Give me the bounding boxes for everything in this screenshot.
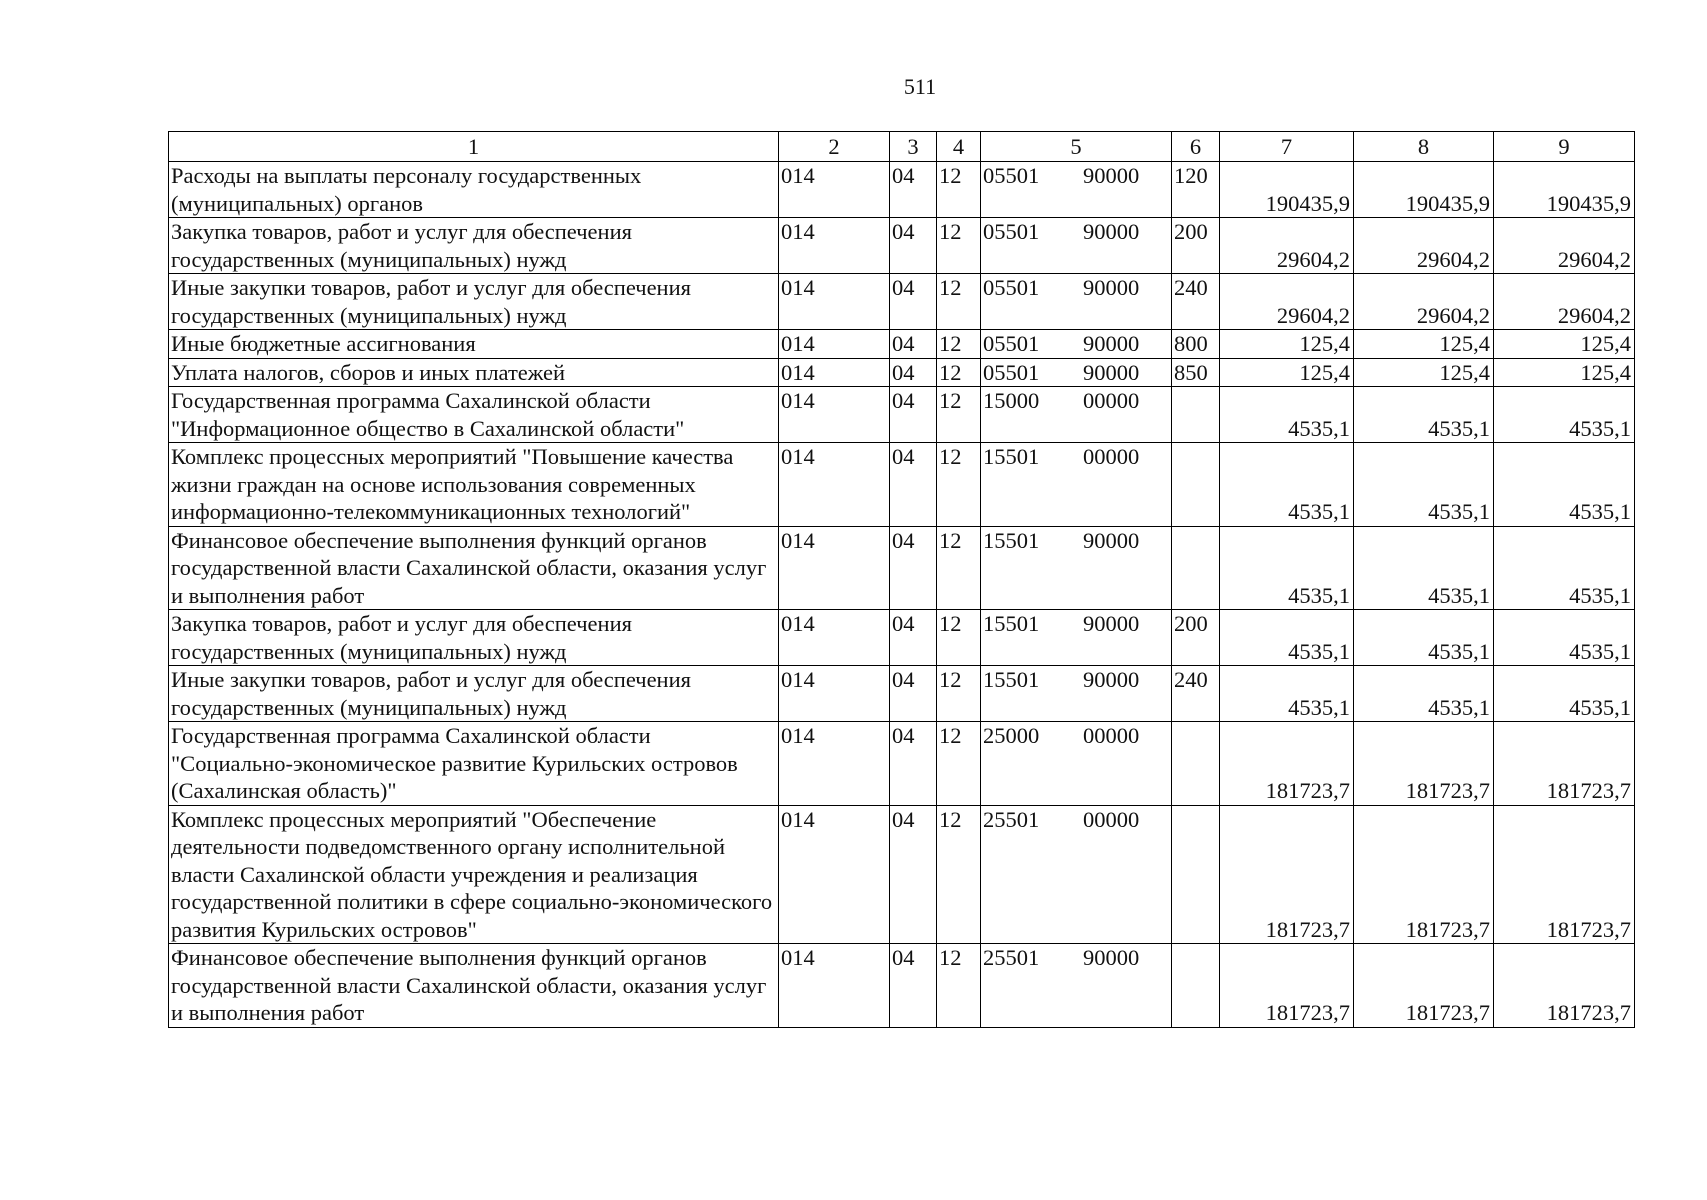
value-col7: 29604,2 <box>1220 218 1354 274</box>
value-col7: 4535,1 <box>1220 443 1354 527</box>
code-admin: 014 <box>779 387 890 443</box>
code-expense-type <box>1172 526 1220 610</box>
header-cell: 7 <box>1220 132 1354 162</box>
code-direction: 00000 <box>1083 444 1140 469</box>
code-expense-type <box>1172 944 1220 1028</box>
table-row <box>169 358 1635 387</box>
code-program: 05501 <box>983 359 1040 385</box>
value-col7: 125,4 <box>1220 358 1354 387</box>
code-direction: 90000 <box>1083 667 1140 692</box>
code-subsection: 12 <box>937 805 981 944</box>
code-admin: 014 <box>779 805 890 944</box>
code-admin: 014 <box>779 218 890 274</box>
header-row <box>169 132 1635 162</box>
code-section: 04 <box>890 526 937 610</box>
code-section: 04 <box>890 162 937 218</box>
code-admin: 014 <box>779 330 890 359</box>
code-direction: 90000 <box>1083 275 1140 300</box>
code-target <box>981 387 1172 443</box>
row-name: Уплата налогов, сборов и иных платежей <box>169 358 779 387</box>
code-program: 15501 <box>983 611 1040 636</box>
value-col9: 4535,1 <box>1494 666 1635 722</box>
code-section: 04 <box>890 387 937 443</box>
code-admin: 014 <box>779 274 890 330</box>
table-row <box>169 443 1635 527</box>
code-section: 04 <box>890 610 937 666</box>
header-cell: 2 <box>779 132 890 162</box>
code-program: 15501 <box>983 527 1040 553</box>
row-name: Финансовое обеспечение выполнения функций органов государственной власти Сахалинской области, оказания услуг и выполнения работ <box>169 944 779 1028</box>
code-subsection: 12 <box>937 358 981 387</box>
code-section: 04 <box>890 274 937 330</box>
table-row <box>169 805 1635 944</box>
code-admin: 014 <box>779 722 890 806</box>
value-col7: 181723,7 <box>1220 805 1354 944</box>
value-col7: 4535,1 <box>1220 666 1354 722</box>
code-section: 04 <box>890 666 937 722</box>
code-program: 15000 <box>983 388 1040 413</box>
row-name: Государственная программа Сахалинской области "Социально-экономическое развитие Курильских островов (Сахалинская область)" <box>169 722 779 806</box>
header-cell: 8 <box>1354 132 1494 162</box>
row-name: Иные закупки товаров, работ и услуг для обеспечения государственных (муниципальных) нужд <box>169 666 779 722</box>
code-direction: 90000 <box>1083 527 1140 553</box>
value-col7: 29604,2 <box>1220 274 1354 330</box>
value-col9: 4535,1 <box>1494 610 1635 666</box>
value-col9: 190435,9 <box>1494 162 1635 218</box>
code-program: 25000 <box>983 723 1040 748</box>
row-name: Расходы на выплаты персоналу государственных (муниципальных) органов <box>169 162 779 218</box>
code-expense-type <box>1172 443 1220 527</box>
value-col8: 4535,1 <box>1354 666 1494 722</box>
table-row <box>169 162 1635 218</box>
code-target <box>981 944 1172 1028</box>
code-admin: 014 <box>779 526 890 610</box>
code-admin: 014 <box>779 358 890 387</box>
table-row <box>169 274 1635 330</box>
table-body <box>169 162 1635 1028</box>
code-target <box>981 526 1172 610</box>
value-col7: 190435,9 <box>1220 162 1354 218</box>
code-direction: 90000 <box>1083 611 1140 636</box>
page-number: 511 <box>903 74 937 99</box>
row-name: Иные закупки товаров, работ и услуг для обеспечения государственных (муниципальных) нужд <box>169 274 779 330</box>
code-direction: 00000 <box>1083 388 1140 413</box>
code-subsection: 12 <box>937 218 981 274</box>
code-expense-type: 200 <box>1172 218 1220 274</box>
code-direction: 00000 <box>1083 806 1140 832</box>
header-cell: 6 <box>1172 132 1220 162</box>
code-target <box>981 443 1172 527</box>
budget-table <box>168 131 1635 1028</box>
code-expense-type <box>1172 722 1220 806</box>
value-col7: 125,4 <box>1220 330 1354 359</box>
code-program: 25501 <box>983 945 1040 970</box>
header-cell: 5 <box>981 132 1172 162</box>
code-subsection: 12 <box>937 330 981 359</box>
code-target <box>981 330 1172 359</box>
code-target <box>981 274 1172 330</box>
code-admin: 014 <box>779 666 890 722</box>
code-section: 04 <box>890 944 937 1028</box>
table-row <box>169 387 1635 443</box>
code-direction: 90000 <box>1083 163 1140 188</box>
value-col8: 125,4 <box>1354 330 1494 359</box>
value-col7: 4535,1 <box>1220 387 1354 443</box>
code-program: 05501 <box>983 219 1040 244</box>
value-col9: 181723,7 <box>1494 944 1635 1028</box>
value-col9: 4535,1 <box>1494 387 1635 443</box>
code-target <box>981 218 1172 274</box>
value-col9: 4535,1 <box>1494 443 1635 527</box>
table-row <box>169 722 1635 806</box>
code-direction: 90000 <box>1083 359 1140 385</box>
code-program: 15501 <box>983 444 1040 469</box>
header-cell: 1 <box>169 132 779 162</box>
value-col9: 181723,7 <box>1494 722 1635 806</box>
code-section: 04 <box>890 805 937 944</box>
code-direction: 00000 <box>1083 723 1140 748</box>
code-subsection: 12 <box>937 274 981 330</box>
value-col7: 4535,1 <box>1220 610 1354 666</box>
value-col8: 4535,1 <box>1354 387 1494 443</box>
code-subsection: 12 <box>937 526 981 610</box>
value-col8: 29604,2 <box>1354 218 1494 274</box>
code-direction: 90000 <box>1083 331 1140 356</box>
header-cell: 4 <box>937 132 981 162</box>
code-expense-type: 850 <box>1172 358 1220 387</box>
table-row <box>169 666 1635 722</box>
value-col7: 4535,1 <box>1220 526 1354 610</box>
code-expense-type: 800 <box>1172 330 1220 359</box>
value-col8: 29604,2 <box>1354 274 1494 330</box>
value-col8: 125,4 <box>1354 358 1494 387</box>
code-admin: 014 <box>779 944 890 1028</box>
code-target <box>981 722 1172 806</box>
code-subsection: 12 <box>937 722 981 806</box>
value-col8: 4535,1 <box>1354 443 1494 527</box>
header-cell: 3 <box>890 132 937 162</box>
code-expense-type: 200 <box>1172 610 1220 666</box>
header-cell: 9 <box>1494 132 1635 162</box>
value-col9: 29604,2 <box>1494 274 1635 330</box>
code-section: 04 <box>890 722 937 806</box>
code-subsection: 12 <box>937 162 981 218</box>
code-direction: 90000 <box>1083 945 1140 970</box>
row-name: Закупка товаров, работ и услуг для обеспечения государственных (муниципальных) нужд <box>169 610 779 666</box>
code-program: 05501 <box>983 331 1040 356</box>
table-row <box>169 610 1635 666</box>
value-col7: 181723,7 <box>1220 722 1354 806</box>
code-program: 25501 <box>983 806 1040 832</box>
code-direction: 90000 <box>1083 219 1140 244</box>
table-row <box>169 218 1635 274</box>
value-col8: 4535,1 <box>1354 610 1494 666</box>
code-target <box>981 805 1172 944</box>
code-target <box>981 666 1172 722</box>
value-col9: 125,4 <box>1494 330 1635 359</box>
code-subsection: 12 <box>937 387 981 443</box>
code-admin: 014 <box>779 162 890 218</box>
row-name: Комплекс процессных мероприятий "Повышение качества жизни граждан на основе использования современных информационно-телекоммуникационных технологий" <box>169 443 779 527</box>
code-target <box>981 610 1172 666</box>
value-col8: 190435,9 <box>1354 162 1494 218</box>
code-section: 04 <box>890 358 937 387</box>
code-target <box>981 358 1172 387</box>
row-name: Комплекс процессных мероприятий "Обеспечение деятельности подведомственного органу исполнительной власти Сахалинской области учреждения и реализация государственной политики в сфере социально-экономического развития Курильских островов" <box>169 805 779 944</box>
code-admin: 014 <box>779 443 890 527</box>
code-expense-type <box>1172 387 1220 443</box>
code-section: 04 <box>890 443 937 527</box>
row-name: Закупка товаров, работ и услуг для обеспечения государственных (муниципальных) нужд <box>169 218 779 274</box>
code-subsection: 12 <box>937 944 981 1028</box>
code-target <box>981 162 1172 218</box>
code-program: 15501 <box>983 667 1040 692</box>
value-col9: 4535,1 <box>1494 526 1635 610</box>
code-subsection: 12 <box>937 610 981 666</box>
table-row <box>169 330 1635 359</box>
value-col8: 4535,1 <box>1354 526 1494 610</box>
row-name: Финансовое обеспечение выполнения функций органов государственной власти Сахалинской области, оказания услуг и выполнения работ <box>169 526 779 610</box>
code-expense-type: 240 <box>1172 274 1220 330</box>
code-section: 04 <box>890 330 937 359</box>
code-subsection: 12 <box>937 666 981 722</box>
row-name: Иные бюджетные ассигнования <box>169 330 779 359</box>
value-col7: 181723,7 <box>1220 944 1354 1028</box>
value-col8: 181723,7 <box>1354 944 1494 1028</box>
code-section: 04 <box>890 218 937 274</box>
value-col9: 125,4 <box>1494 358 1635 387</box>
code-subsection: 12 <box>937 443 981 527</box>
value-col8: 181723,7 <box>1354 722 1494 806</box>
code-admin: 014 <box>779 610 890 666</box>
code-expense-type <box>1172 805 1220 944</box>
code-program: 05501 <box>983 275 1040 300</box>
code-program: 05501 <box>983 163 1040 188</box>
value-col9: 181723,7 <box>1494 805 1635 944</box>
table-row <box>169 944 1635 1028</box>
row-name: Государственная программа Сахалинской области "Информационное общество в Сахалинской области" <box>169 387 779 443</box>
table-row <box>169 526 1635 610</box>
value-col9: 29604,2 <box>1494 218 1635 274</box>
code-expense-type: 120 <box>1172 162 1220 218</box>
value-col8: 181723,7 <box>1354 805 1494 944</box>
code-expense-type: 240 <box>1172 666 1220 722</box>
